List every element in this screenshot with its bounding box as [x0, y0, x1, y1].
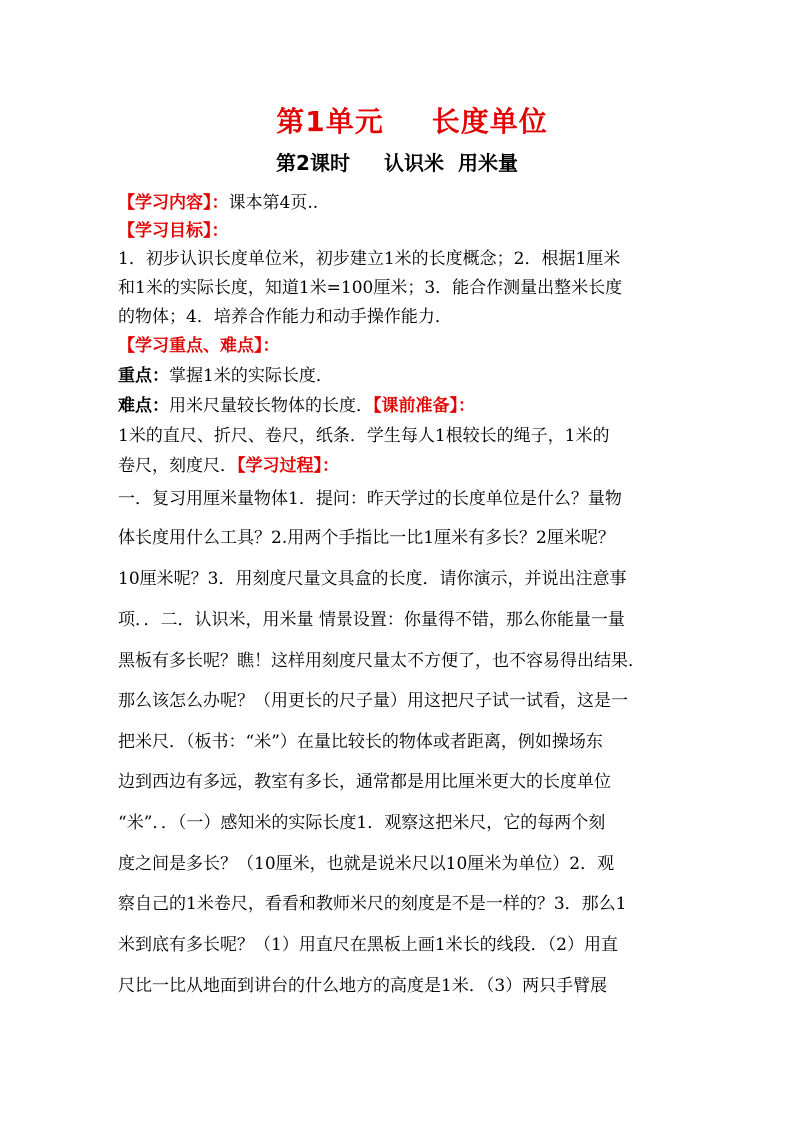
- key-text: 掌握1米的实际长度．: [169, 366, 333, 386]
- difficulty-line: [118, 391, 475, 416]
- lesson-subtitle: [0, 147, 794, 176]
- prep-line-2: [118, 451, 339, 476]
- content-label: 【学习内容】：: [118, 193, 229, 213]
- content-line: [118, 188, 318, 213]
- process-line: 把米尺．（板书：“米”）在量比较长的物体或者距离，例如操场东: [118, 732, 603, 752]
- unit-label: 第1单元: [276, 105, 384, 138]
- keypoints-label-line: [118, 331, 280, 356]
- process-line: 10厘米呢？3．用刻度尺量文具盒的长度．请你演示，并说出注意事: [118, 569, 627, 589]
- prep-line: 1米的直尺、折尺、卷尺，纸条．学生每人1根较长的绳子，1米的: [118, 426, 610, 446]
- process-line: 度之间是多长？（10厘米，也就是说米尺以10厘米为单位）2．观: [118, 854, 615, 874]
- key-line: [118, 361, 333, 386]
- prep-label: 【课前准备】：: [373, 396, 475, 416]
- unit-name: 长度单位: [431, 105, 548, 138]
- lesson-topic-2: 用米量: [457, 151, 518, 175]
- goals-label: 【学习目标】：: [118, 221, 229, 241]
- difficulty-label: 难点：: [118, 396, 169, 416]
- lesson-topic-1: 认识米: [383, 151, 444, 175]
- goals-line: 1．初步认识长度单位米，初步建立1米的长度概念；2．根据1厘米: [118, 249, 621, 269]
- process-label: 【学习过程】：: [237, 456, 339, 476]
- process-line: 边到西边有多远，教室有多长，通常都是用比厘米更大的长度单位: [118, 772, 611, 792]
- keypoints-label: 【学习重点、难点】：: [118, 336, 280, 356]
- goals-label-line: [118, 216, 229, 241]
- document-title: [0, 100, 794, 140]
- process-line: 黑板有多长呢？瞧！这样用刻度尺量太不方便了，也不容易得出结果．: [118, 651, 645, 671]
- process-line: 项．．二．认识米，用米量 情景设置：你量得不错，那么你能量一量: [118, 610, 625, 630]
- process-line: 米到底有多长呢？（1）用直尺在黑板上画1米长的线段．（2）用直: [118, 935, 618, 955]
- process-line: 那么该怎么办呢？（用更长的尺子量）用这把尺子试一试看，这是一: [118, 691, 628, 711]
- goals-line: 的物体；4．培养合作能力和动手操作能力．: [118, 307, 452, 327]
- process-line: “米”．．（一）感知米的实际长度1．观察这把米尺，它的每两个刻: [118, 813, 606, 833]
- content-text: 课本第4页..: [228, 193, 319, 213]
- difficulty-text: 用米尺量较长物体的长度．: [169, 396, 373, 416]
- key-label: 重点：: [118, 366, 169, 386]
- prep-text-2: 卷尺，刻度尺．: [118, 456, 237, 476]
- process-line: 体长度用什么工具？2.用两个手指比一比1厘米有多长？2厘米呢？: [118, 528, 615, 548]
- process-line: 察自己的1米卷尺，看看和教师米尺的刻度是不是一样的？3．那么1: [118, 894, 627, 914]
- process-line: 尺比一比从地面到讲台的什么地方的高度是1米．（3）两只手臂展: [118, 976, 608, 996]
- goals-line: 和1米的实际长度，知道1米=100厘米；3．能合作测量出整米长度: [118, 278, 623, 298]
- process-line: 一．复习用厘米量物体1．提问：昨天学过的长度单位是什么？量物: [118, 489, 622, 509]
- lesson-label: 第2课时: [276, 151, 350, 175]
